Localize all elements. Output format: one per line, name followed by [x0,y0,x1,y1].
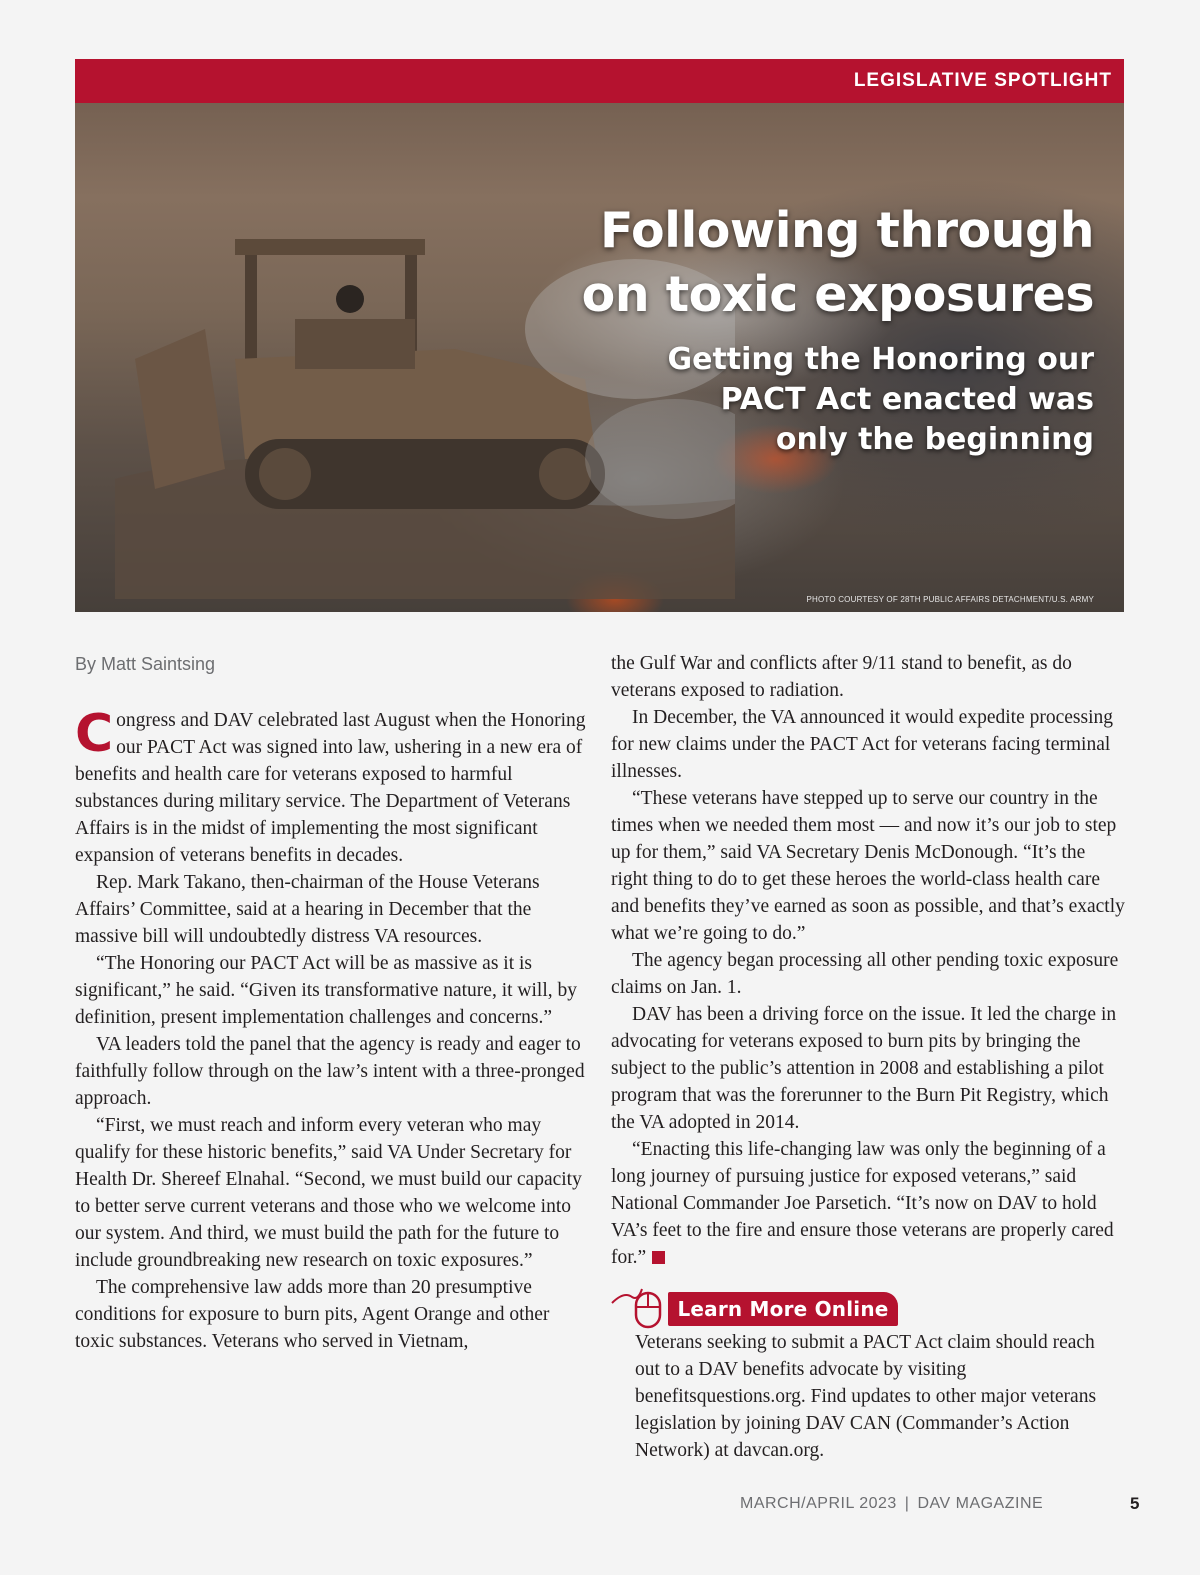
article-paragraph-final [611,1136,1126,1271]
article-paragraph: In December, the VA announced it would expedite processing for new claims under the PACT Act for veterans facing terminal illnesses. [611,707,1113,782]
issue-date: MARCH/APRIL 2023 [740,1495,897,1512]
subhead-line-3: only the beginning [775,422,1094,457]
paragraph-text: “Enacting this life-changing law was only the beginning of a long journey of pursuing justice for exposed veterans,” said National Commander Joe Parsetich. “It’s now on DAV to hold VA’s feet to the fire and ensure those veterans are properly cared for.” [611,1139,1114,1268]
article-paragraph: “These veterans have stepped up to serve our country in the times when we needed them most — and now it’s our job to step up for them,” said VA Secretary Denis McDonough. “It’s the right thing to do to get these heroes the world-class health care and benefits they’ve earned as soon as possible, and that’s exactly what we’re going to do.” [611,788,1125,944]
learn-more-text: Veterans seeking to submit a PACT Act claim should reach out to a DAV benefits advocate by visiting benefitsquestions.org. Find updates to other major veterans legislation by joining DAV CAN (Commander’s Action Network) at davcan.org. [635,1332,1097,1461]
subheadline [534,340,1094,460]
article-column-left [75,704,590,1355]
article-paragraph: “The Honoring our PACT Act will be as massive as it is significant,” he said. “Given its transformative nature, it will, by definition, present implementation challenges and concerns.” [75,953,577,1028]
headline-line-2: on toxic exposures [581,266,1094,323]
article-paragraph: DAV has been a driving force on the issue. It led the charge in advocating for veterans exposed to burn pits by bringing the subject to the public’s attention in 2008 and establishing a pilot program that was the forerunner to the Burn Pit Registry, which the VA adopted in 2014. [611,1004,1117,1133]
drop-cap: C [75,704,114,764]
magazine-name: DAV MAGAZINE [917,1495,1044,1512]
paragraph-text: ongress and DAV celebrated last August when the Honoring our PACT Act was signed into law, ushering in a new era of benefits and health care for veterans exposed to harmful substances during military service. The Department of Veterans Affairs is in the midst of implementing the most significant expansion of veterans benefits in decades. [75,710,586,866]
article-column-right [611,650,1126,1271]
article-paragraph [75,704,590,869]
footer-separator: | [904,1495,910,1512]
article-paragraph: VA leaders told the panel that the agency is ready and eager to faithfully follow through on the law’s intent with a three-pronged approach. [75,1034,585,1109]
hero-photo [75,59,1124,612]
article-paragraph: The agency began processing all other pending toxic exposure claims on Jan. 1. [611,950,1119,998]
byline: By Matt Saintsing [75,654,216,674]
photo-credit: PHOTO COURTESY OF 28TH PUBLIC AFFAIRS DETACHMENT/U.S. ARMY [806,595,1094,604]
page-footer [740,1495,1043,1513]
subhead-line-1: Getting the Honoring our [667,342,1094,377]
section-label: LEGISLATIVE SPOTLIGHT [853,70,1112,91]
computer-mouse-icon [610,1281,670,1331]
learn-more-heading: Learn More Online [668,1292,898,1326]
subhead-line-2: PACT Act enacted was [720,382,1094,417]
end-mark-icon [652,1251,665,1264]
article-paragraph-continued: the Gulf War and conflicts after 9/11 stand to benefit, as do veterans exposed to radiation. [611,653,1072,701]
headline [534,199,1094,327]
headline-line-1: Following through [600,202,1094,259]
page-number: 5 [1130,1494,1140,1513]
section-band [75,59,1124,103]
article-paragraph: Rep. Mark Takano, then-chairman of the House Veterans Affairs’ Committee, said at a hearing in December that the massive bill will undoubtedly distress VA resources. [75,872,540,947]
article-paragraph: “First, we must reach and inform every veteran who may qualify for these historic benefits,” said VA Under Secretary for Health Dr. Shereef Elnahal. “Second, we must build our capacity to better serve current veterans and those who we welcome into our system. And third, we must build the path for the future to include groundbreaking new research on toxic exposures.” [75,1115,582,1271]
learn-more-box [610,1281,1130,1471]
article-paragraph: The comprehensive law adds more than 20 presumptive conditions for exposure to burn pits, Agent Orange and other toxic substances. Veterans who served in Vietnam, [75,1277,550,1352]
